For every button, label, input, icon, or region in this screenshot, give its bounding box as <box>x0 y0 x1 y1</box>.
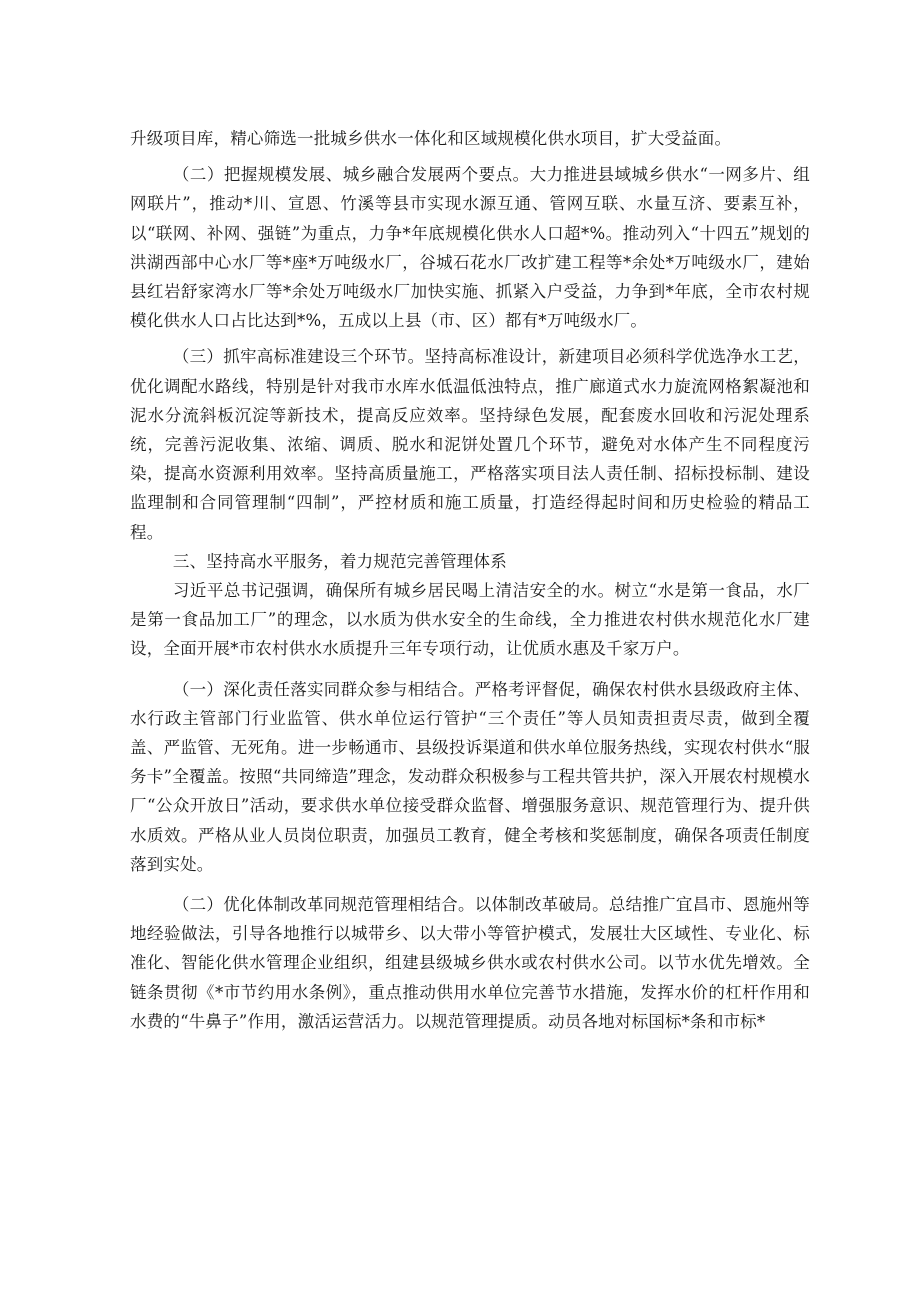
paragraph-scale-development: （二）把握规模发展、城乡融合发展两个要点。大力推进县域城乡供水“一网多片、组网联片”，推动*川、宣恩、竹溪等县市实现水源互通、管网互联、水量互济、要素互补，以“联网、补网、强链”为重点，力争*年底规模化供水人口超*%。推动列入“十四五”规划的洪湖西部中心水厂等*座*万吨级水厂，谷城石花水厂改扩建工程等*余处*万吨级水厂，建始县红岩舒家湾水厂等*余处万吨级水厂加快实施、抓紧入户受益，力争到*年底，全市农村规模化供水人口占比达到*%，五成以上县（市、区）都有*万吨级水厂。 <box>130 165 810 331</box>
paragraph-continuation: 升级项目库，精心筛选一批城乡供水一体化和区域规模化供水项目，扩大受益面。 <box>130 129 732 148</box>
section-heading-service: 三、坚持高水平服务，着力规范完善管理体系 <box>172 551 507 571</box>
document-body <box>130 124 810 1036</box>
paragraph-responsibility: （一）深化责任落实同群众参与相结合。严格考评督促，确保农村供水县级政府主体、水行政主管部门行业监管、供水单位运行管护“三个责任”等人员知责担责尽责，做到全覆盖、严监管、无死角。进一步畅通市、县级投诉渠道和供水单位服务热线，实现农村供水“服务卡”全覆盖。按照“共同缔造”理念，发动群众积极参与工程共管共护，深入开展农村规模水厂“公众开放日”活动，要求供水单位接受群众监督、增强服务意识、规范管理行为、提升供水质效。严格从业人员岗位职责，加强员工教育，健全考核和奖惩制度，确保各项责任制度落到实处。 <box>130 679 810 874</box>
paragraph-xi-quote: 习近平总书记强调，确保所有城乡居民喝上清洁安全的水。树立“水是第一食品，水厂是第一食品加工厂”的理念，以水质为供水安全的生命线，全力推进农村供水规范化水厂建设，全面开展*市农村供水水质提升三年专项行动，让优质水惠及千家万户。 <box>130 581 810 659</box>
paragraph-high-standard-construction: （三）抓牢高标准建设三个环节。坚持高标准设计，新建项目必须科学优选净水工艺，优化调配水路线，特别是针对我市水库水低温低浊特点，推广廊道式水力旋流网格絮凝池和泥水分流斜板沉淀等新技术，提高反应效率。坚持绿色发展，配套废水回收和污泥处理系统，完善污泥收集、浓缩、调质、脱水和泥饼处置几个环节，避免对水体产生不同程度污染，提高水资源利用效率。坚持高质量施工，严格落实项目法人责任制、招标投标制、建设监理制和合同管理制“四制”，严控材质和施工质量，打造经得起时间和历史检验的精品工程。 <box>130 347 810 542</box>
paragraph-system-reform: （二）优化体制改革同规范管理相结合。以体制改革破局。总结推广宜昌市、恩施州等地经验做法，引导各地推行以城带乡、以大带小等管护模式，发展壮大区域性、专业化、标准化、智能化供水管理企业组织，组建县级城乡供水或农村供水公司。以节水优先增效。全链条贯彻《*市节约用水条例》，重点推动供用水单位完善节水措施，发挥水价的杠杆作用和水费的“牛鼻子”作用，激活运营活力。以规范管理提质。动员各地对标国标*条和市标* <box>130 895 810 1031</box>
